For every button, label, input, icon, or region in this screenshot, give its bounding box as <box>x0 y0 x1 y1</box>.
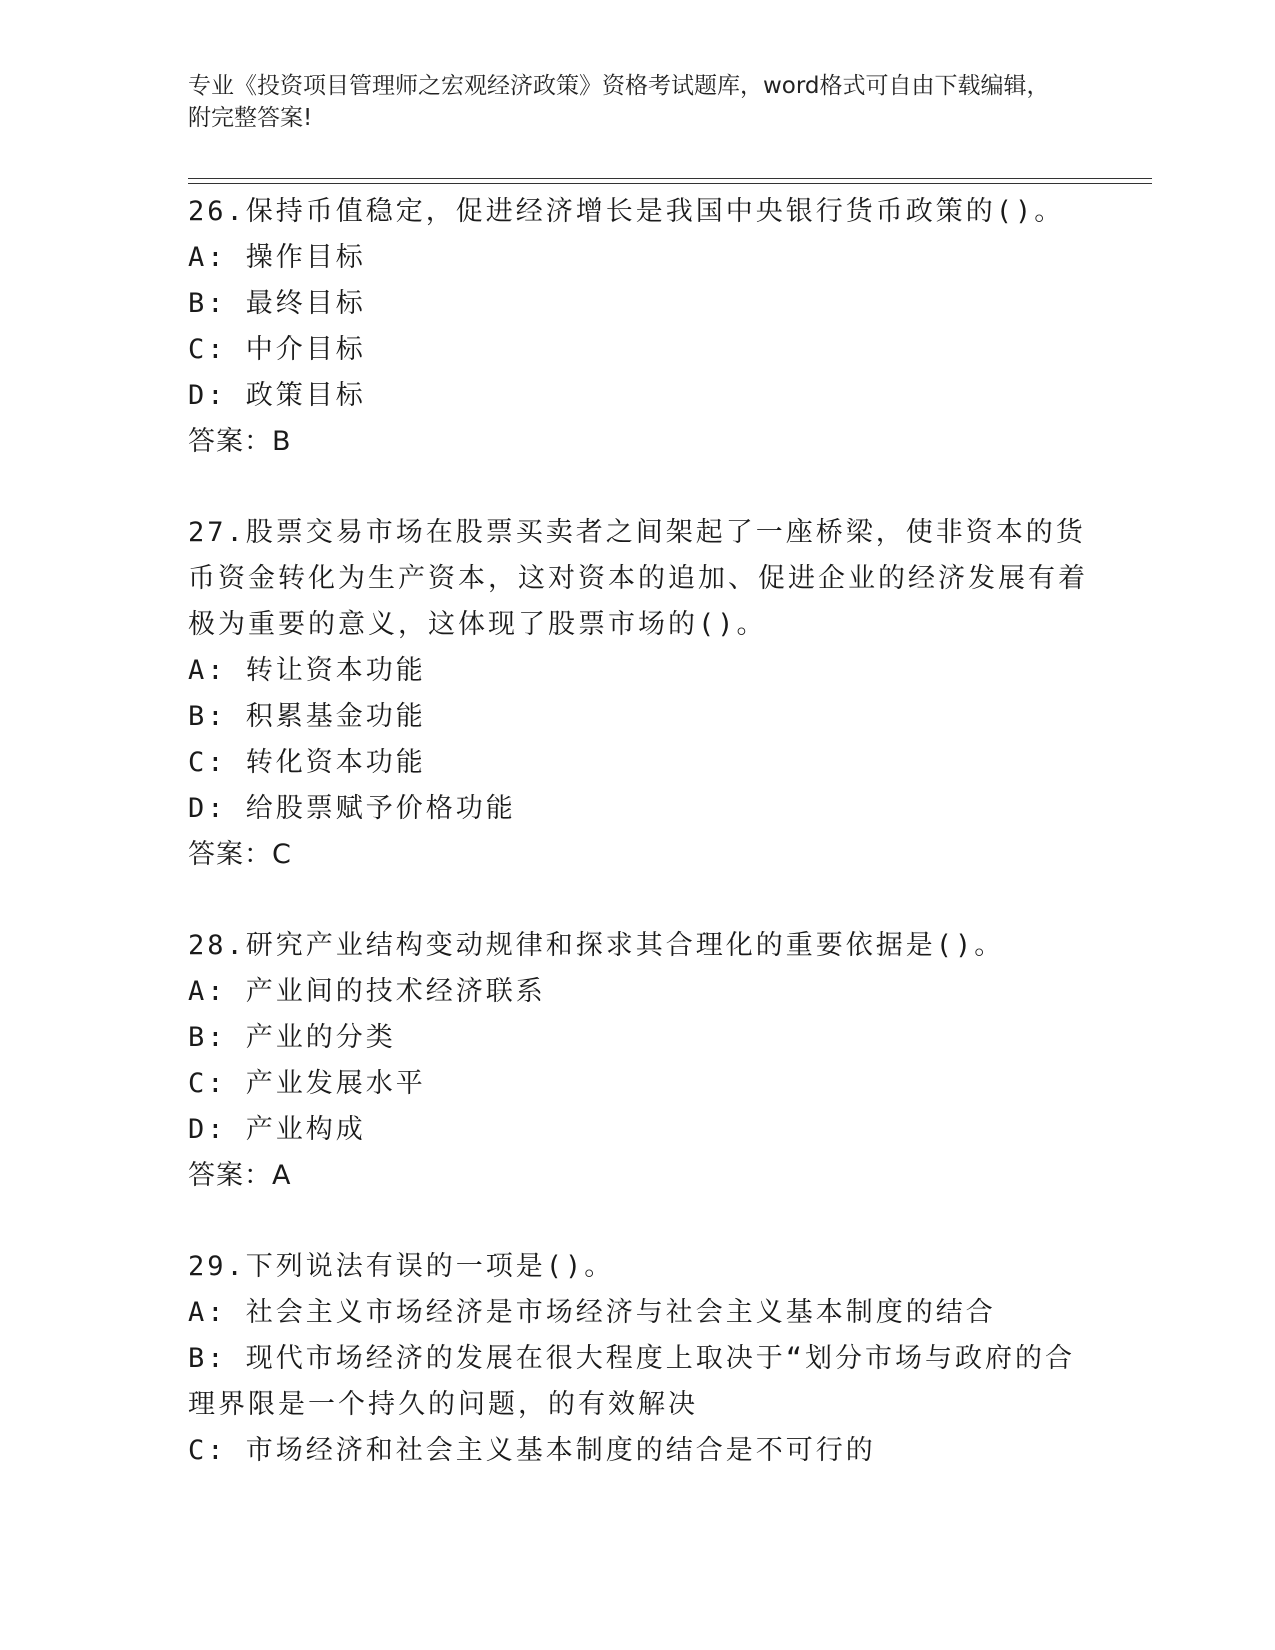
option-d: D: 给股票赋予价格功能 <box>188 793 516 824</box>
option-b: B: 产业的分类 <box>188 1022 396 1053</box>
option-c: C: 中介目标 <box>188 334 366 365</box>
option-b: B: 现代市场经济的发展在很大程度上取决于“划分市场与政府的合理界限是一个持久的问题，的有效解决 <box>188 1343 1076 1420</box>
option-a: A: 产业间的技术经济联系 <box>188 976 546 1007</box>
option-c: C: 市场经济和社会主义基本制度的结合是不可行的 <box>188 1435 876 1466</box>
option-b: B: 积累基金功能 <box>188 701 426 732</box>
option-d: D: 产业构成 <box>188 1114 366 1145</box>
question-27 <box>188 510 1088 878</box>
option-d: D: 政策目标 <box>188 380 366 411</box>
question-list <box>188 189 1088 1519</box>
question-stem: 28.研究产业结构变动规律和探求其合理化的重要依据是()。 <box>188 930 1005 961</box>
option-a: A: 社会主义市场经济是市场经济与社会主义基本制度的结合 <box>188 1297 996 1328</box>
question-26 <box>188 189 1088 465</box>
option-b: B: 最终目标 <box>188 288 366 319</box>
answer: 答案：C <box>188 839 292 870</box>
option-a: A: 操作目标 <box>188 242 366 273</box>
question-28 <box>188 923 1088 1199</box>
question-stem: 26.保持币值稳定，促进经济增长是我国中央银行货币政策的()。 <box>188 196 1065 227</box>
question-29 <box>188 1244 1088 1474</box>
question-stem: 27.股票交易市场在股票买卖者之间架起了一座桥梁，使非资本的货币资金转化为生产资本，这对资本的追加、促进企业的经济发展有着极为重要的意义，这体现了股票市场的()。 <box>188 517 1088 640</box>
option-c: C: 产业发展水平 <box>188 1068 426 1099</box>
question-stem: 29.下列说法有误的一项是()。 <box>188 1251 615 1282</box>
document-header: 专业《投资项目管理师之宏观经济政策》资格考试题库，word格式可自由下载编辑，附完整答案! <box>188 73 1050 131</box>
header-divider-bottom <box>188 183 1152 184</box>
answer: 答案：A <box>188 1160 292 1191</box>
option-c: C: 转化资本功能 <box>188 747 426 778</box>
option-a: A: 转让资本功能 <box>188 655 426 686</box>
header-divider-top <box>188 178 1152 179</box>
answer: 答案：B <box>188 426 292 457</box>
